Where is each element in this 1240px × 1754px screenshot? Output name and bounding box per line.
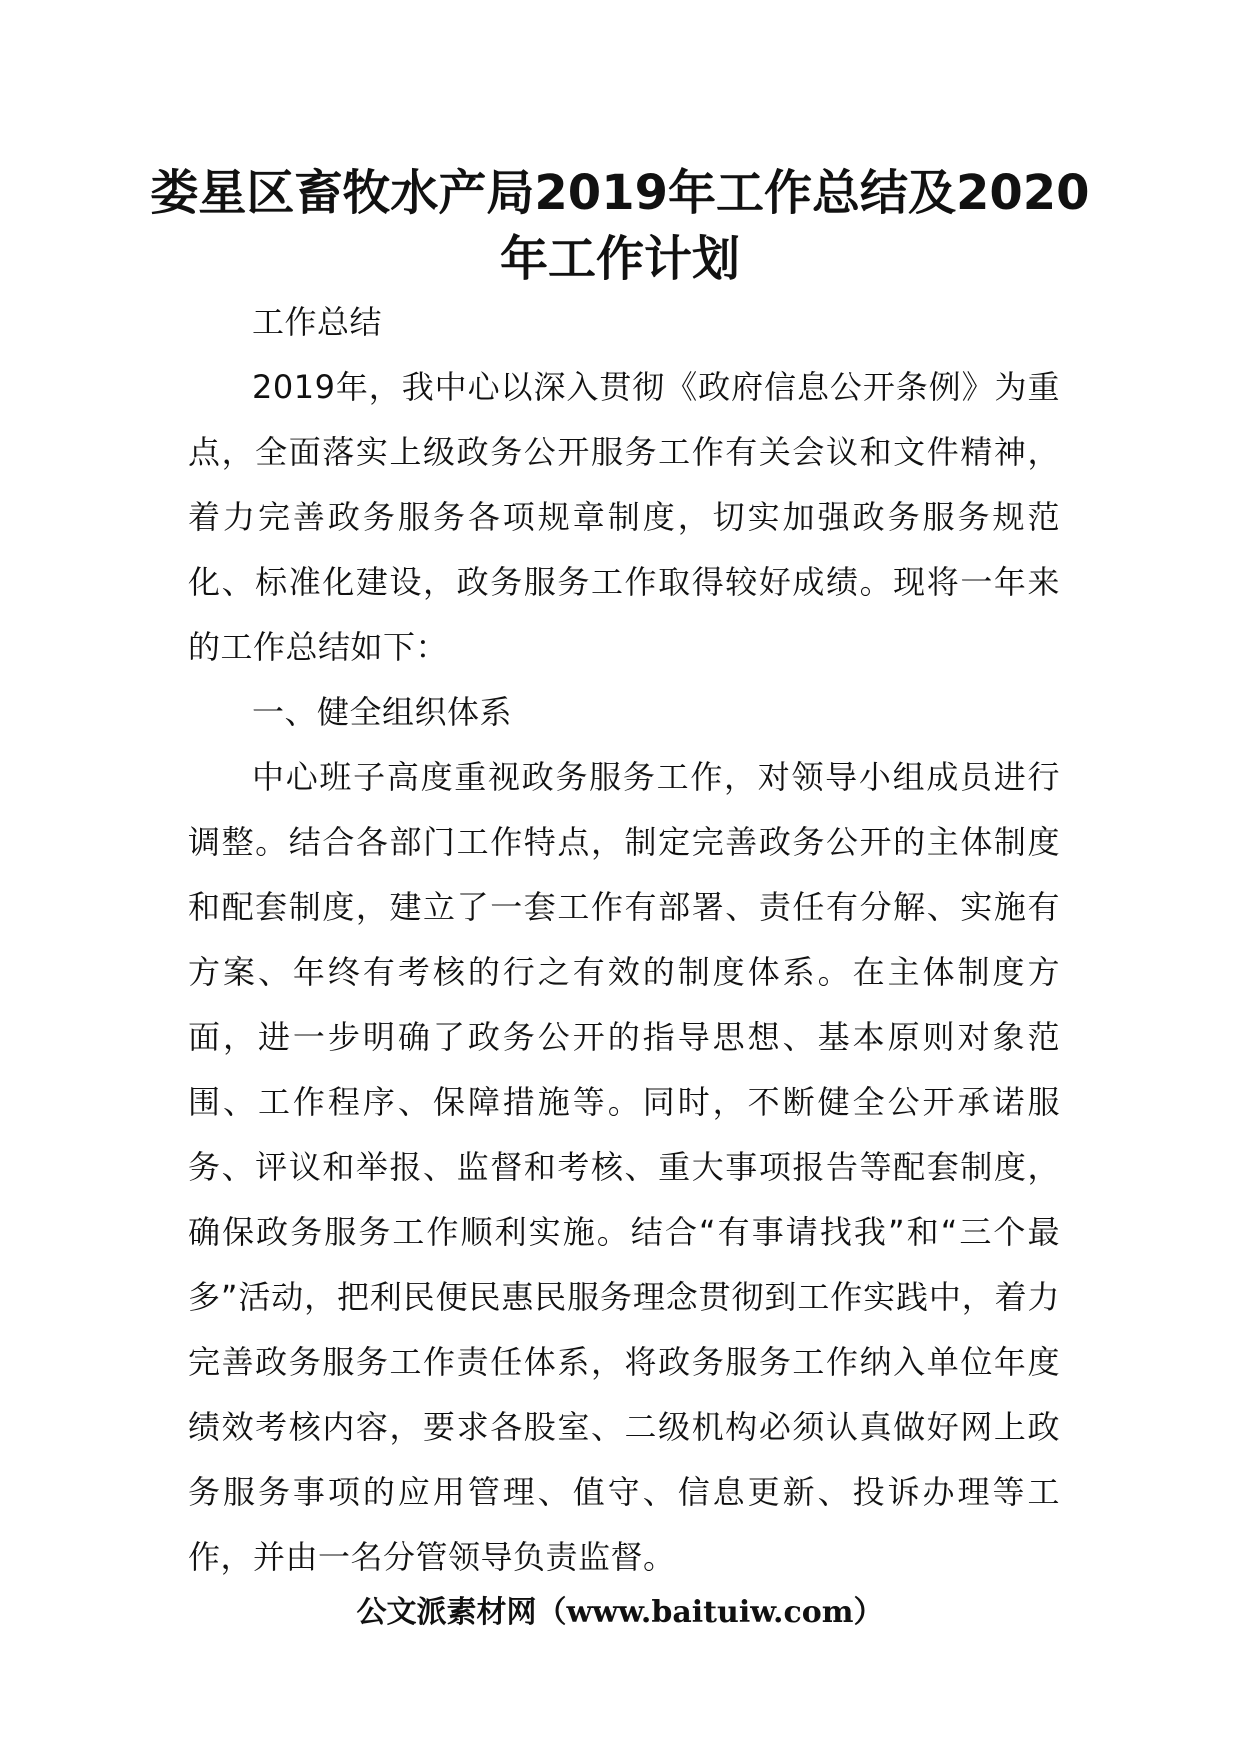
intro-paragraph: 2019年，我中心以深入贯彻《政府信息公开条例》为重点，全面落实上级政务公开服务工作有关会议和文件精神，着力完善政务服务各项规章制度，切实加强政务服务规范化、标准化建设，政务服务工作取得较好成绩。现将一年来的工作总结如下： (188, 368, 1060, 666)
section-heading-summary: 工作总结 (252, 303, 383, 341)
document-body (188, 290, 1060, 1590)
organization-paragraph: 中心班子高度重视政务服务工作，对领导小组成员进行调整。结合各部门工作特点，制定完善政务公开的主体制度和配套制度，建立了一套工作有部署、责任有分解、实施有方案、年终有考核的行之有效的制度体系。在主体制度方面，进一步明确了政务公开的指导思想、基本原则对象范围、工作程序、保障措施等。同时，不断健全公开承诺服务、评议和举报、监督和考核、重大事项报告等配套制度，确保政务服务工作顺利实施。结合“有事请找我”和“三个最多”活动，把利民便民惠民服务理念贯彻到工作实践中，着力完善政务服务工作责任体系，将政务服务工作纳入单位年度绩效考核内容，要求各股室、二级机构必须认真做好网上政务服务事项的应用管理、值守、信息更新、投诉办理等工作，并由一名分管领导负责监督。 (188, 758, 1060, 1576)
title-line-2: 年工作计划 (499, 231, 740, 287)
title-line-1: 娄星区畜牧水产局2019年工作总结及2020 (150, 165, 1090, 221)
document-title (150, 160, 1090, 292)
section-heading-organization: 一、健全组织体系 (252, 693, 513, 731)
source-watermark: 公文派素材网（www.baituiw.com） (356, 1595, 884, 1630)
